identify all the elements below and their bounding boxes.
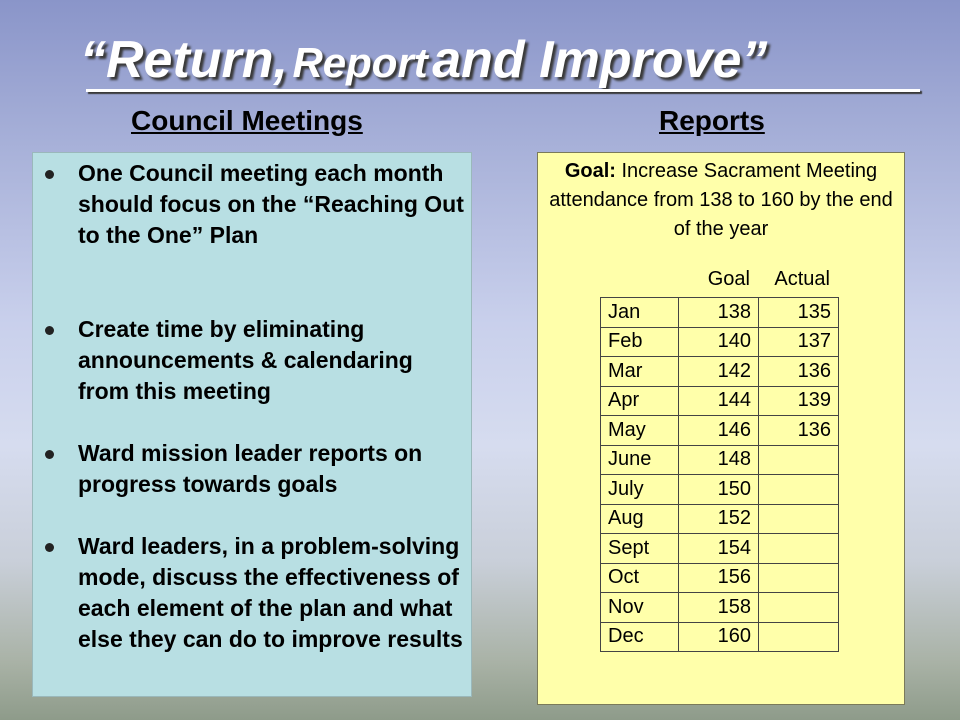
actual-cell: 136 xyxy=(759,357,839,387)
goal-column-header: Goal xyxy=(707,268,750,290)
goal-cell: 148 xyxy=(679,445,759,475)
actual-cell: 136 xyxy=(759,416,839,446)
goal-label: Goal: xyxy=(564,160,616,182)
bullet-text: Create time by eliminating announcements & calendaring from this meeting xyxy=(78,316,413,404)
attendance-table xyxy=(600,297,839,652)
table-row xyxy=(601,298,839,328)
bullet-dot-icon xyxy=(45,450,54,459)
goal-cell: 138 xyxy=(679,298,759,328)
actual-cell: 137 xyxy=(759,327,839,357)
table-row xyxy=(601,357,839,387)
actual-cell xyxy=(759,622,839,652)
actual-cell xyxy=(759,504,839,534)
month-cell: Oct xyxy=(601,563,679,593)
month-cell: May xyxy=(601,416,679,446)
table-row xyxy=(601,445,839,475)
title-word-rest: and Improve” xyxy=(432,31,768,89)
bullet-text: One Council meeting each month should focus on the “Reaching Out to the One” Plan xyxy=(78,160,464,248)
goal-cell: 158 xyxy=(679,593,759,623)
table-row xyxy=(601,416,839,446)
table-row xyxy=(601,534,839,564)
table-row xyxy=(601,386,839,416)
goal-cell: 154 xyxy=(679,534,759,564)
goal-cell: 150 xyxy=(679,475,759,505)
month-cell: Feb xyxy=(601,327,679,357)
month-cell: June xyxy=(601,445,679,475)
title-underline xyxy=(86,89,920,92)
goal-cell: 144 xyxy=(679,386,759,416)
table-row xyxy=(601,327,839,357)
table-row xyxy=(601,475,839,505)
month-cell: Dec xyxy=(601,622,679,652)
title-word-return: Return, xyxy=(106,31,288,89)
title-open-quote: “ xyxy=(80,31,106,89)
actual-cell xyxy=(759,593,839,623)
goal-statement xyxy=(543,157,899,244)
month-cell: Sept xyxy=(601,534,679,564)
table-row xyxy=(601,504,839,534)
bullet-text: Ward mission leader reports on progress towards goals xyxy=(78,440,423,497)
month-cell: Aug xyxy=(601,504,679,534)
goal-description: Increase Sacrament Meeting attendance from 138 to 160 by the end of the year xyxy=(549,160,893,240)
bullet-dot-icon xyxy=(45,170,54,179)
actual-cell xyxy=(759,563,839,593)
goal-cell: 142 xyxy=(679,357,759,387)
bullet-text: Ward leaders, in a problem-solving mode, discuss the effectiveness of each element of the plan and what else they can do to improve results xyxy=(78,533,463,652)
title-word-report: Report xyxy=(292,39,428,86)
table-row xyxy=(601,622,839,652)
goal-cell: 146 xyxy=(679,416,759,446)
table-row xyxy=(601,563,839,593)
actual-cell xyxy=(759,534,839,564)
month-cell: Nov xyxy=(601,593,679,623)
goal-cell: 152 xyxy=(679,504,759,534)
bullet-dot-icon xyxy=(45,543,54,552)
bullet-dot-icon xyxy=(45,326,54,335)
goal-cell: 156 xyxy=(679,563,759,593)
month-cell: Mar xyxy=(601,357,679,387)
month-cell: Apr xyxy=(601,386,679,416)
actual-column-header: Actual xyxy=(774,268,830,290)
reports-heading: Reports xyxy=(659,105,765,136)
goal-cell: 160 xyxy=(679,622,759,652)
month-cell: Jan xyxy=(601,298,679,328)
goal-cell: 140 xyxy=(679,327,759,357)
actual-cell xyxy=(759,445,839,475)
actual-cell xyxy=(759,475,839,505)
table-row xyxy=(601,593,839,623)
actual-cell: 139 xyxy=(759,386,839,416)
council-meetings-heading: Council Meetings xyxy=(131,105,363,136)
actual-cell: 135 xyxy=(759,298,839,328)
month-cell: July xyxy=(601,475,679,505)
